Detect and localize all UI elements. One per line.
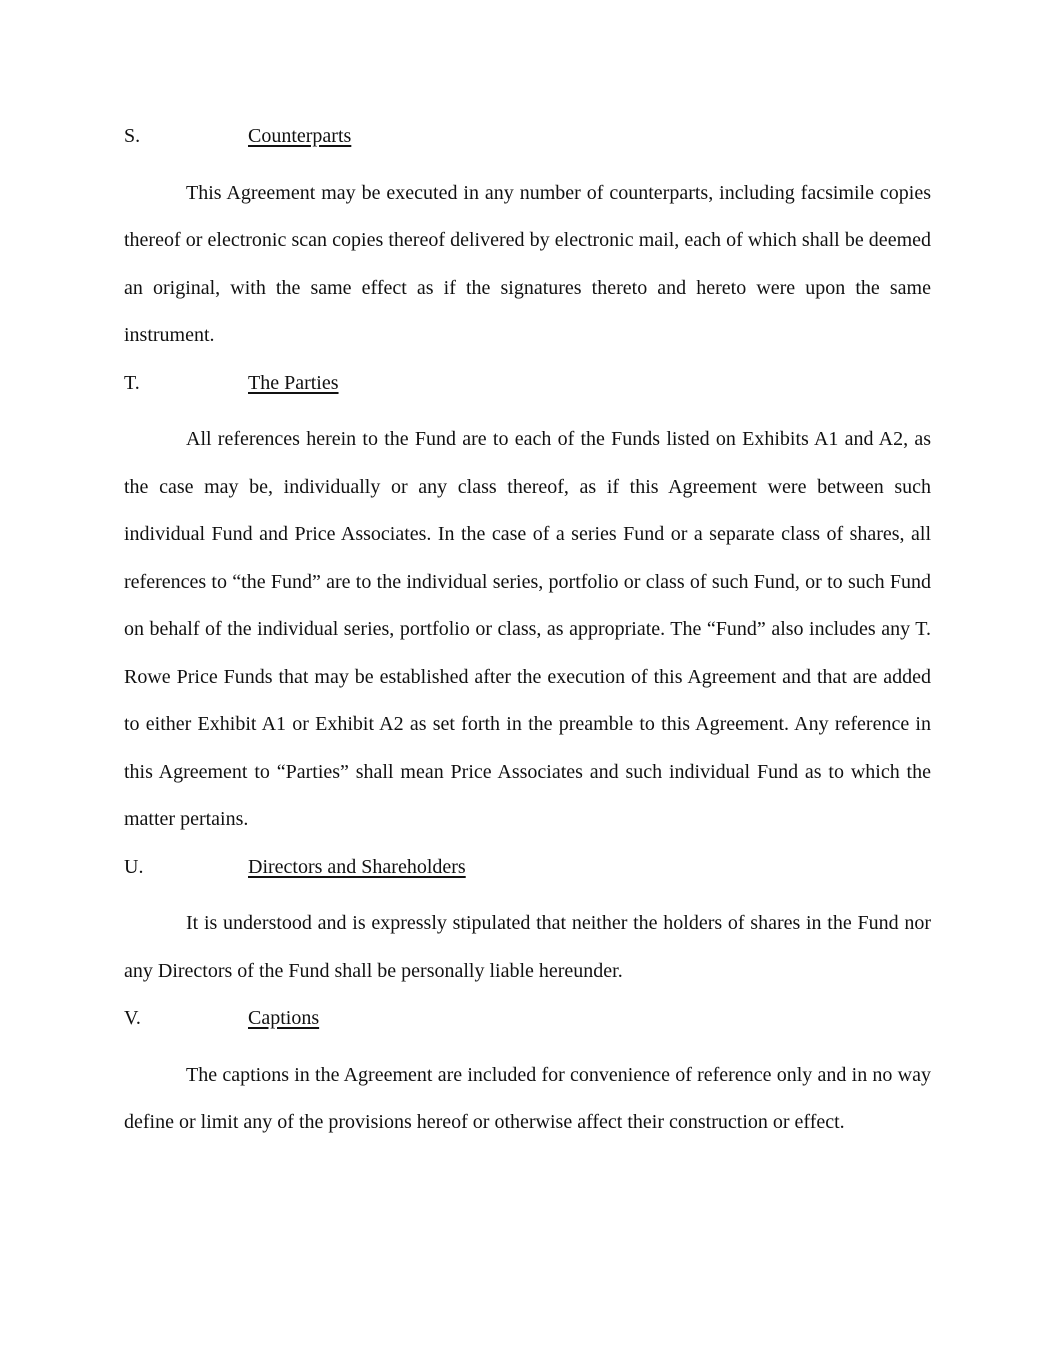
section-title: The Parties [248, 371, 339, 394]
section-letter: V. [124, 1007, 141, 1029]
section-u [124, 844, 931, 996]
document-page [124, 113, 931, 1147]
section-letter: U. [124, 855, 144, 878]
section-letter: T. [124, 371, 140, 394]
section-heading [124, 844, 931, 892]
section-title: Directors and Shareholders [248, 855, 466, 878]
section-title: Counterparts [248, 125, 352, 147]
section-heading [124, 995, 931, 1043]
section-body: The captions in the Agreement are included for convenience of reference only and in no way define or limit any of the provisions hereof or otherwise affect their construction or effect. [124, 1063, 931, 1133]
section-heading [124, 360, 931, 408]
section-body: It is understood and is expressly stipulated that neither the holders of shares in the Fund nor any Directors of the Fund shall be personally liable hereunder. [124, 912, 931, 982]
section-heading [124, 113, 931, 161]
section-v [124, 995, 931, 1147]
section-body: This Agreement may be executed in any number of counterparts, including facsimile copies thereof or electronic scan copies thereof delivered by electronic mail, each of which shall be deemed an original, with the same effect as if the signatures thereto and hereto were upon the same instrument. [124, 181, 931, 346]
section-letter: S. [124, 125, 141, 147]
section-body: All references herein to the Fund are to each of the Funds listed on Exhibits A1 and A2, as the case may be, individually or any class thereof, as if this Agreement were between such individual Fund and Price Associates. In the case of a series Fund or a separate class of shares, all references to “the Fund” are to the individual series, portfolio or class of such Fund, or to such Fund on behalf of the individual series, portfolio or class, as appropriate. The “Fund” also includes any T. Rowe Price Funds that may be established after the execution of this Agreement and that are added to either Exhibit A1 or Exhibit A2 as set forth in the preamble to this Agreement. Any reference in this Agreement to “Parties” shall mean Price Associates and such individual Fund as to which the matter pertains. [124, 428, 931, 830]
section-title: Captions [248, 1007, 320, 1029]
section-s [124, 113, 931, 360]
section-t [124, 360, 931, 844]
